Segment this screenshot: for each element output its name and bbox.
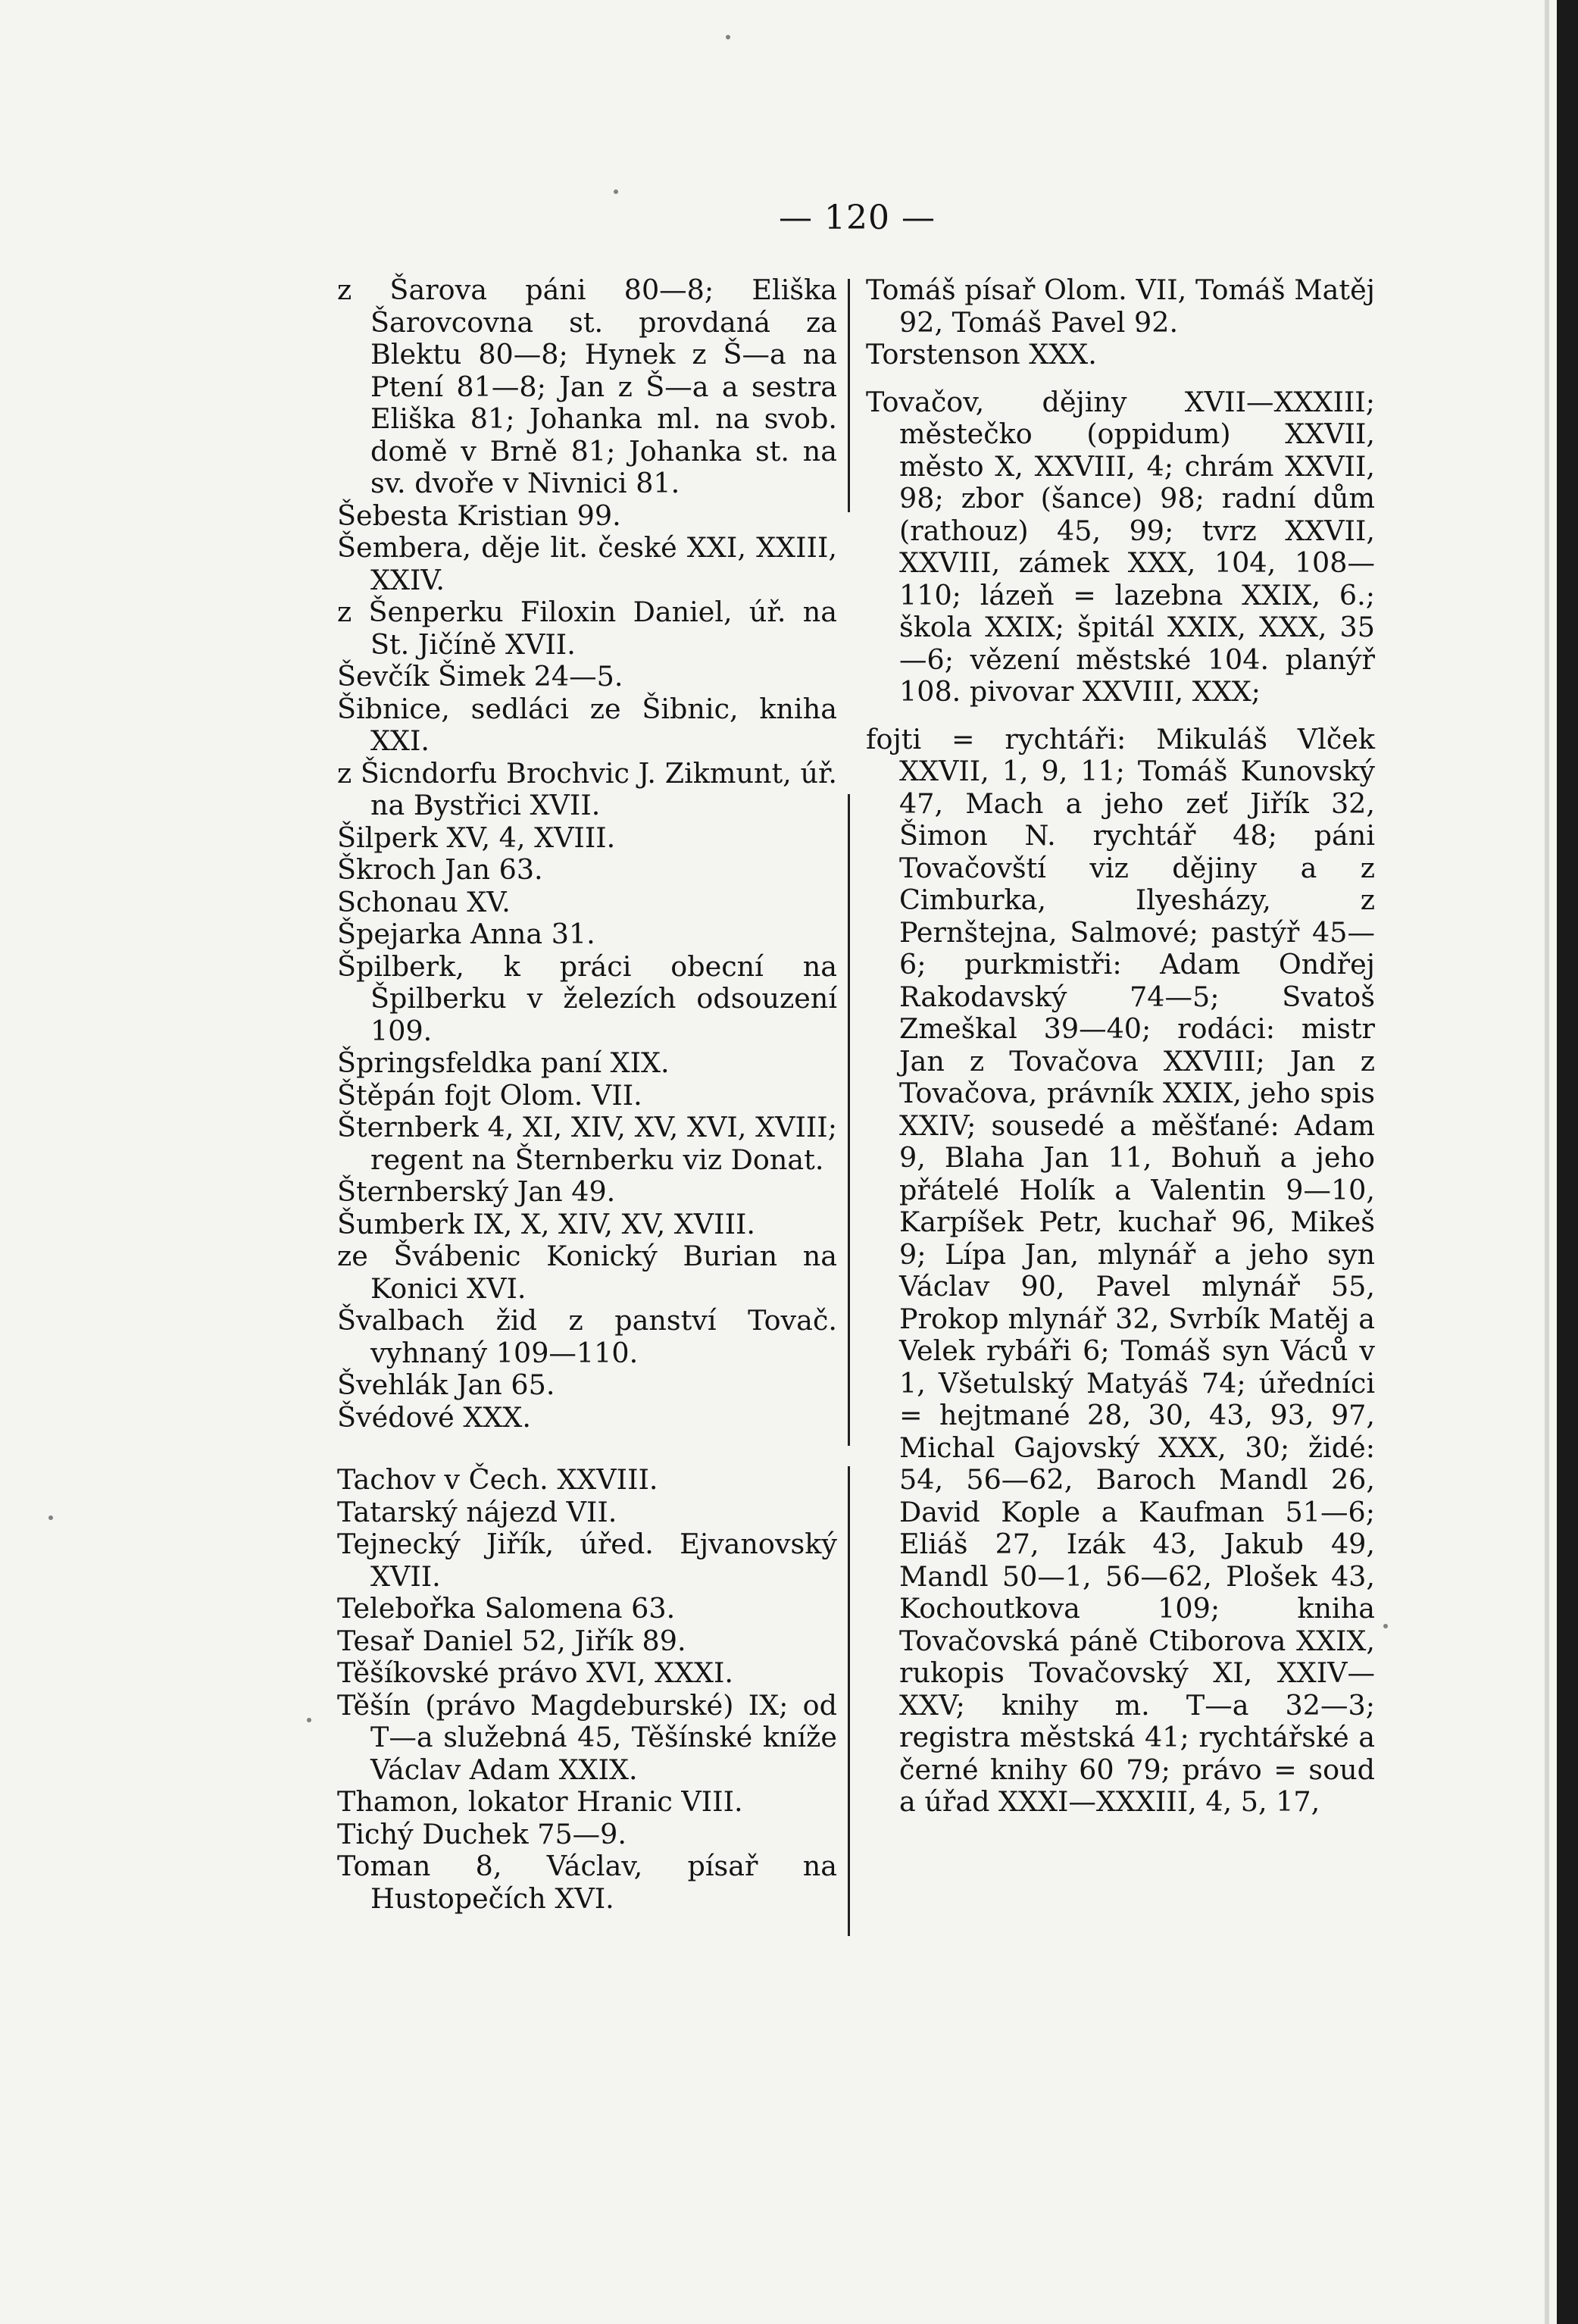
index-entry: Telebořka Salomena 63. xyxy=(337,1592,676,1625)
speck xyxy=(48,1515,53,1520)
index-entry: ze Švábenic Konický Burian na Konici XVI. xyxy=(337,1240,837,1305)
index-entry: Torstenson XXX. xyxy=(866,338,1097,371)
entries-t xyxy=(337,1464,837,1915)
index-entry: Thamon, lokator Hranic VIII. xyxy=(337,1785,743,1818)
index-entry: Štěpán fojt Olom. VII. xyxy=(337,1078,642,1112)
index-entry: Švehlák Jan 65. xyxy=(337,1368,555,1401)
index-entry: Tomáš písař Olom. VII, Tomáš Matěj 92, Tomáš Pavel 92. xyxy=(866,274,1375,339)
index-entry: Špringsfeldka paní XIX. xyxy=(337,1046,670,1079)
speck xyxy=(307,1718,311,1722)
section-gap xyxy=(337,1434,837,1464)
page-edge xyxy=(1557,0,1578,2324)
index-entry: z Šarova páni 80—8; Eliška Šarovcovna st. provdaná za Blektu 80—8; Hynek z Š—a na Ptení 81—8; Jan z Š—a a sestra Eliška 81; Johanka ml. na svob. domě v Brně 81; Johanka st. na sv. dvoře v Nivnici 81. xyxy=(337,274,837,499)
index-entry: Toman 8, Václav, písař na Hustopečích XVI. xyxy=(337,1850,837,1915)
index-entry: Špilberk, k práci obecní na Špilberku v železích odsouzení 109. xyxy=(337,949,837,1047)
index-entry: Šumberk IX, X, XIV, XV, XVIII. xyxy=(337,1207,756,1240)
index-entry: Škroch Jan 63. xyxy=(337,853,543,886)
speck xyxy=(614,189,618,194)
column-divider xyxy=(848,279,850,512)
index-entry: Šebesta Kristian 99. xyxy=(337,499,621,532)
index-entry-tovacov: Tovačov, dějiny XVII—XXXIII; městečko (oppidum) XXVII, město X, XXVIII, 4; chrám XXVII, 98; zbor (šance) 98; radní dům (rathouz) 45, 99; tvrz XXVII, XXVIII, zámek XXX, 104, 108—110; lázeň = lazebna XXIX, 6.; škola XXIX; špitál XXIX, XXX, 35—6; vězení městské 104. planýř 108. pivovar XXVIII, XXX; xyxy=(866,385,1375,708)
index-entry: Tachov v Čech. XXVIII. xyxy=(337,1463,658,1496)
index-entry: Šibnice, sedláci ze Šibnic, kniha XXI. xyxy=(337,692,837,757)
section-gap xyxy=(866,708,1375,724)
entries-s xyxy=(337,274,837,1434)
index-entry: Tejnecký Jiřík, úřed. Ejvanovský XVII. xyxy=(337,1528,837,1593)
speck xyxy=(1383,1624,1388,1628)
index-entry: z Šicndorfu Brochvic J. Zikmunt, úř. na Bystřici XVII. xyxy=(337,756,837,821)
index-entry: Šternberský Jan 49. xyxy=(337,1175,616,1208)
index-entry: Šternberk 4, XI, XIV, XV, XVI, XVIII; regent na Šternberku viz Donat. xyxy=(337,1111,837,1176)
index-entry: z Šenperku Filoxin Daniel, úř. na St. Jičíně XVII. xyxy=(337,596,837,661)
column-divider xyxy=(848,794,850,1446)
index-entry-fojti: fojti = rychtáři: Mikuláš Vlček XXVII, 1, 9, 11; Tomáš Kunovský 47, Mach a jeho zeť Jiřík 32, Šimon N. rychtář 48; páni Tovačovští viz dějiny a z Cimburka, Ilyesházy, z Pernštejna, Salmové; pastýř 45—6; purkmistři: Adam Ondřej Rakodavský 74—5; Svatoš Zmeškal 39—40; rodáci: mistr Jan z Tovačova XXVIII; Jan z Tovačova, právník XXIX, jeho spis XXIV; sousedé a měšťané: Adam 9, Blaha Jan 11, Bohuň a jeho přátelé Holík a Valentin 9—10, Karpíšek Petr, kuchař 96, Mikeš 9; Lípa Jan, mlynář a jeho syn Václav 90, Pavel mlynář 55, Prokop mlynář 32, Svrbík Matěj a Velek rybáři 6; Tomáš syn Váců v 1, Všetulský Matyáš 74; úředníci = hejtmané 28, 30, 43, 93, 97, Michal Gajovský XXX, 30; židé: 54, 56—62, Baroch Mandl 26, David Kople a Kaufman 51—6; Eliáš 27, Izák 43, Jakub 49, Mandl 50—1, 56—62, Plošek 43, Kochoutkova 109; kniha Tovačovská páně Ctiborova XXIX, rukopis Tovačovský XI, XXIV—XXV; knihy m. T—a 32—3; registra městská 41; rychtářské a černé knihy 60 79; právo = soud a úřad XXXI—XXXIII, 4, 5, 17, xyxy=(866,722,1375,1818)
index-entry: Švalbach žid z panství Tovač. vyhnaný 109—110. xyxy=(337,1304,837,1369)
index-entry: Schonau XV. xyxy=(337,885,511,918)
index-entry: Tichý Duchek 75—9. xyxy=(337,1817,627,1850)
index-entry: Tatarský nájezd VII. xyxy=(337,1495,617,1528)
index-entry: Těšíkovské právo XVI, XXXI. xyxy=(337,1656,733,1689)
page-number: — 120 — xyxy=(779,199,936,237)
index-entry: Ševčík Šimek 24—5. xyxy=(337,660,623,693)
left-column xyxy=(337,274,837,1915)
index-entry: Šilperk XV, 4, XVIII. xyxy=(337,821,616,854)
index-entry: Šembera, děje lit. české XXI, XXIII, XXIV. xyxy=(337,531,837,596)
section-gap xyxy=(866,371,1375,386)
right-column xyxy=(866,274,1375,1819)
index-entry: Špejarka Anna 31. xyxy=(337,918,595,950)
index-entry: Tesař Daniel 52, Jiřík 89. xyxy=(337,1624,686,1657)
index-entry: Těšín (právo Magdeburské) IX; od T—a služebná 45, Těšínské kníže Václav Adam XXIX. xyxy=(337,1688,837,1786)
page-edge-shadow xyxy=(1545,0,1549,2324)
speck xyxy=(726,35,730,39)
column-divider xyxy=(848,1466,850,1936)
index-entry: Švédové XXX. xyxy=(337,1400,531,1434)
